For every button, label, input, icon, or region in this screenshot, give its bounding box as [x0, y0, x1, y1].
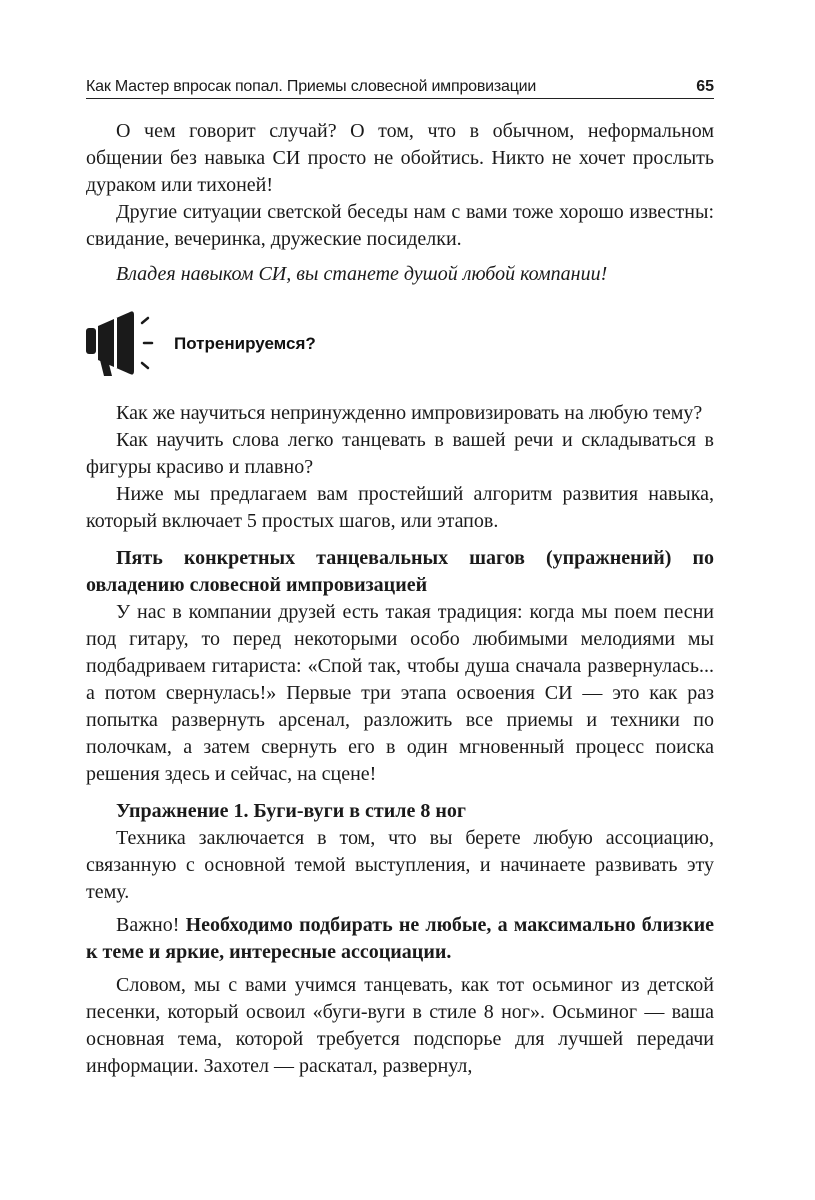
paragraph: Техника заключается в том, что вы берете любую ассоциацию, связанную с основной темой выступления, и начинаете развивать эту тему. [86, 827, 714, 903]
practice-callout [86, 308, 714, 378]
important-lead: Важно! [116, 914, 186, 936]
paragraph: Как же научиться непринужденно импровизировать на любую тему? [116, 402, 703, 424]
paragraph: Как научить слова легко танцевать в вашей речи и складываться в фигуры красиво и плавно? [86, 429, 714, 478]
running-header [86, 76, 714, 99]
important-paragraph [86, 912, 714, 966]
paragraph: О чем говорит случай? О том, что в обычном, неформальном общении без навыка СИ просто не обойтись. Никто не хочет прослыть дураком или тихоней! [86, 120, 714, 196]
page-body [86, 118, 714, 1080]
paragraph: У нас в компании друзей есть такая традиция: когда мы поем песни под гитару, то перед некоторыми особо любимыми мелодиями мы подбадриваем гитариста: «Спой так, чтобы душа сначала развернулась... а потом свернулась!» Первые три этапа освоения СИ — это как раз попытка развернуть арсенал, разложить все приемы и техники по полочкам, а затем свернуть его в один мгновенный процесс поиска решения здесь и сейчас, на сцене! [86, 601, 714, 785]
paragraph: Словом, мы с вами учимся танцевать, как тот осьминог из детской песенки, который освоил «буги-вуги в стиле 8 ног». Осьминог — ваша основная тема, которой требуется подспорье для лучшей передачи информации. Захотел — раскатал, развернул, [86, 974, 714, 1077]
running-title: Как Мастер впросак попал. Приемы словесной импровизации [86, 78, 537, 95]
section-heading: Пять конкретных танцевальных шагов (упражнений) по овладению словесной импровизацией [86, 547, 714, 596]
paragraph: Другие ситуации светской беседы нам с вами тоже хорошо известны: свидание, вечеринка, дружеские посиделки. [86, 201, 714, 250]
megaphone-icon [86, 308, 160, 378]
paragraph: Ниже мы предлагаем вам простейший алгоритм развития навыка, который включает 5 простых шагов, или этапов. [86, 483, 714, 532]
page-number: 65 [696, 78, 714, 95]
exercise-heading: Упражнение 1. Буги-вуги в стиле 8 ног [116, 800, 466, 822]
important-bold-text: Необходимо подбирать не любые, а максимально близкие к теме и яркие, интересные ассоциации. [86, 914, 714, 963]
callout-title: Потренируемся? [174, 334, 316, 353]
italic-statement: Владея навыком СИ, вы станете душой любой компании! [116, 263, 608, 285]
